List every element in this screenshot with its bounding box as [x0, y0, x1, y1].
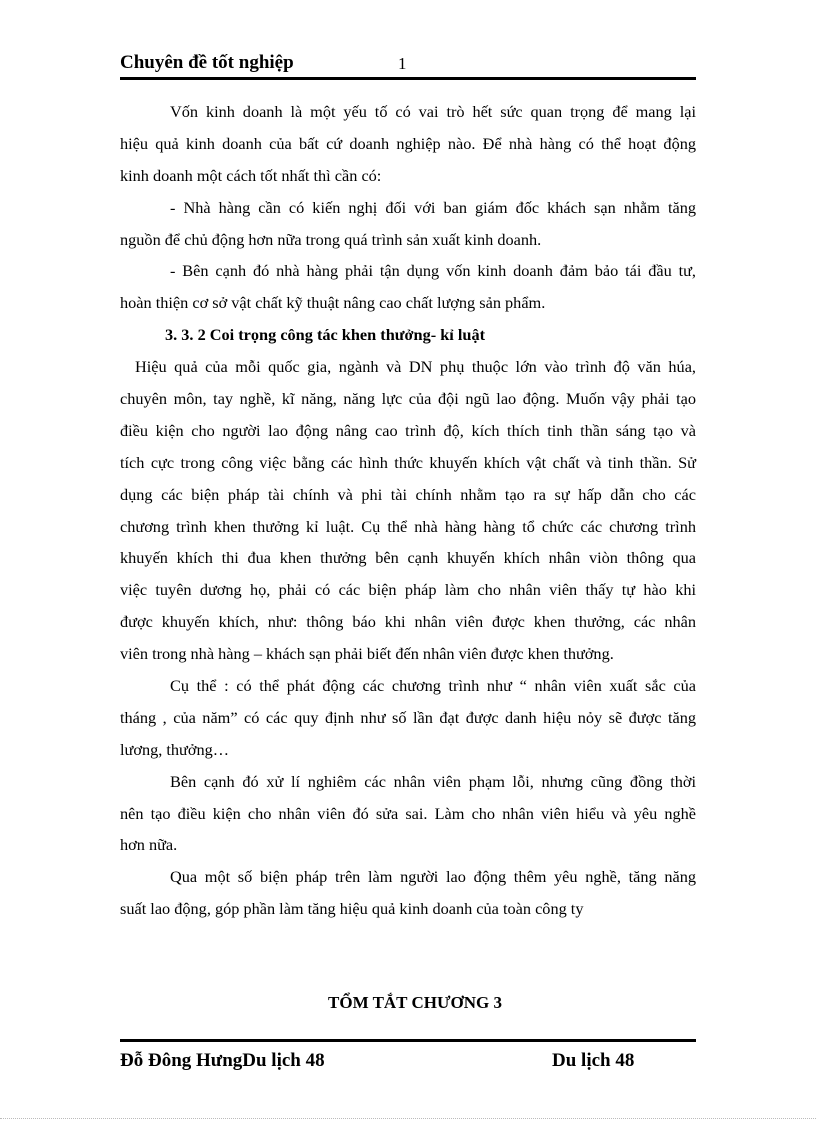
footer-course: Du lịch 48	[552, 1050, 635, 1071]
paragraph-line: nguồn để chủ động hơn nữa trong quá trình sản xuất kinh doanh.	[120, 229, 542, 249]
paragraph-line: Hiệu quả của mỗi quốc gia, ngành và DN phụ thuộc lớn vào trình độ văn húa,	[135, 357, 696, 377]
paragraph-line: - Bên cạnh đó nhà hàng phải tận dụng vốn kinh doanh đảm bảo tái đầu tư,	[170, 261, 696, 281]
paragraph-line: lương, thưởng…	[120, 739, 230, 759]
page-number: 1	[398, 54, 407, 73]
paragraph-line: điều kiện cho người lao động nâng cao trình độ, kích thích tinh thần sáng tạo và	[120, 420, 696, 440]
page-boundary	[0, 1118, 816, 1119]
header-rule	[120, 77, 696, 80]
document-body	[120, 96, 696, 925]
paragraph-line: hoàn thiện cơ sở vật chất kỹ thuật nâng cao chất lượng sản phẩm.	[120, 293, 546, 313]
section-heading: 3. 3. 2 Coi trọng công tác khen thưởng- kỉ luật	[165, 325, 486, 345]
paragraph-line: được khuyến khích, như: thông báo khi nhân viên được khen thưởng, các nhân	[120, 612, 696, 632]
paragraph-line: hơn nữa.	[120, 835, 178, 855]
paragraph-line: tháng , của năm” có các quy định như số lần đạt được danh hiệu nỏy sẽ được tăng	[120, 707, 696, 727]
paragraph-line: suất lao động, góp phần làm tăng hiệu quả kinh doanh của toàn công ty	[120, 899, 584, 919]
paragraph-line: kinh doanh một cách tốt nhất thì cần có:	[120, 165, 382, 185]
paragraph-line: hiệu quả kinh doanh của bất cứ doanh nghiệp nào. Để nhà hàng có thể hoạt động	[120, 133, 696, 153]
paragraph-line: nên tạo điều kiện cho nhân viên đó sửa sai. Làm cho nhân viên hiểu và yêu nghề	[120, 803, 696, 823]
paragraph-line: khuyến khích thi đua khen thưởng bên cạnh khuyến khích nhân viòn thông qua	[120, 548, 696, 568]
paragraph-line: Cụ thể : có thể phát động các chương trình như “ nhân viên xuất sắc của	[170, 676, 696, 696]
section-title: TỔM TẮT CHƯƠNG 3	[328, 993, 502, 1012]
footer-author: Đỗ Đông HưngDu lịch 48	[120, 1050, 325, 1071]
paragraph-line: Bên cạnh đó xử lí nghiêm các nhân viên phạm lỗi, nhưng cũng đồng thời	[170, 771, 696, 791]
paragraph-line: viên trong nhà hàng – khách sạn phải biết đến nhân viên được khen thưởng.	[120, 644, 614, 664]
paragraph-line: Vốn kinh doanh là một yếu tố có vai trò hết sức quan trọng để mang lại	[170, 102, 696, 121]
paragraph-line: việc tuyên dương họ, phải có các biện pháp làm cho nhân viên thấy tự hào khi	[120, 580, 696, 600]
footer-rule	[120, 1039, 696, 1042]
paragraph-line: dụng các biện pháp tài chính và phi tài chính nhằm tạo ra sự hấp dẫn cho các	[120, 484, 696, 504]
paragraph-line: chương trình khen thưởng kỉ luật. Cụ thể nhà hàng hàng tổ chức các chương trình	[120, 516, 696, 536]
paragraph-line: - Nhà hàng cần có kiến nghị đối với ban giám đốc khách sạn nhằm tăng	[170, 197, 696, 217]
paragraph-line: Qua một số biện pháp trên làm người lao động thêm yêu nghề, tăng năng	[170, 867, 696, 887]
paragraph-line: tích cực trong công việc bằng các hình thức khuyến khích vật chất và tinh thần. Sử	[120, 452, 696, 472]
header-title: Chuyên đề tốt nghiệp	[120, 52, 294, 73]
paragraph-line: chuyên môn, tay nghề, kĩ năng, năng lực của đội ngũ lao động. Muốn vậy phải tạo	[120, 389, 696, 409]
